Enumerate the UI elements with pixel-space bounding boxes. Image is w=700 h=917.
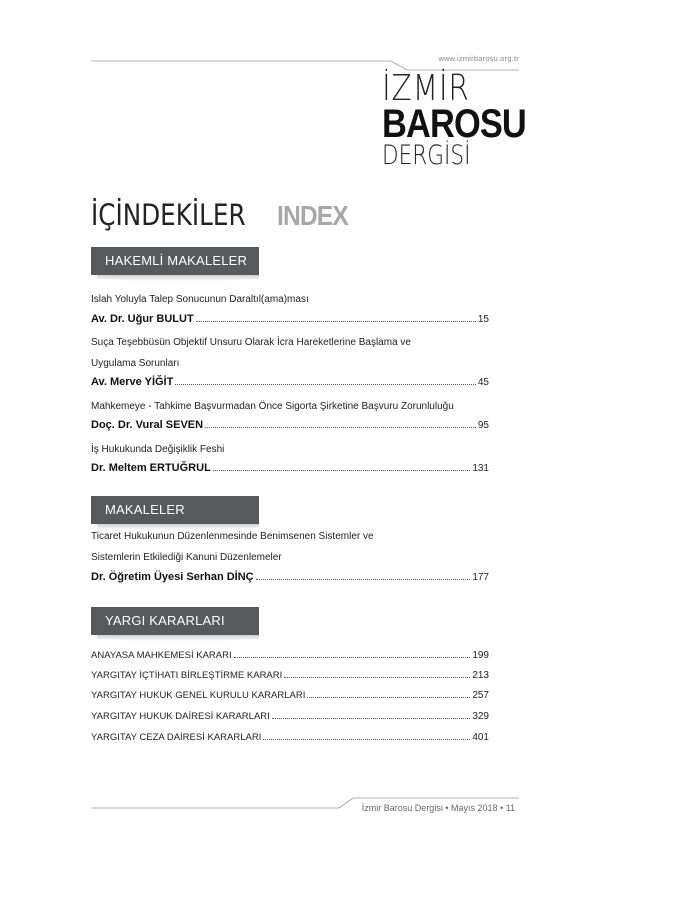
dot-leader bbox=[196, 321, 476, 322]
decision-category: YARGITAY HUKUK GENEL KURULU KARARLARI bbox=[91, 690, 306, 701]
article-author: Dr. Öğretim Üyesi Serhan DİNÇ bbox=[91, 571, 254, 583]
article-author: Av. Dr. Uğur BULUT bbox=[91, 313, 194, 325]
page-number: 95 bbox=[477, 420, 489, 431]
article-author: Dr. Meltem ERTUĞRUL bbox=[91, 462, 211, 474]
toc-entry[interactable] bbox=[91, 309, 489, 325]
page-number: 199 bbox=[472, 650, 489, 661]
toc-heading bbox=[91, 198, 348, 232]
dot-leader bbox=[272, 718, 471, 719]
dot-leader bbox=[205, 427, 476, 428]
dot-leader bbox=[175, 384, 476, 385]
article-title: İş Hukukunda Değişiklik Feshi bbox=[91, 444, 225, 455]
toc-entry[interactable] bbox=[91, 706, 489, 722]
journal-logo bbox=[382, 68, 526, 171]
page-number: 329 bbox=[472, 711, 489, 722]
toc-entry[interactable] bbox=[91, 645, 489, 661]
article-title-continued: Uygulama Sorunları bbox=[91, 358, 180, 369]
toc-entry[interactable] bbox=[91, 372, 489, 388]
decision-category: YARGITAY CEZA DAİRESİ KARARLARI bbox=[91, 732, 262, 743]
decision-category: ANAYASA MAHKEMESİ KARARI bbox=[91, 650, 232, 661]
toc-title-en: INDEX bbox=[277, 200, 348, 231]
logo-line-dergisi: DERGİSİ bbox=[382, 140, 471, 171]
logo-line-barosu: BAROSU bbox=[382, 102, 526, 146]
article-author: Av. Merve YİĞİT bbox=[91, 376, 174, 388]
page-number: 45 bbox=[477, 377, 489, 388]
page-number: 177 bbox=[472, 572, 489, 583]
toc-entry[interactable] bbox=[91, 727, 489, 743]
article-title: Ticaret Hukukunun Düzenlenmesinde Benimsenen Sistemler ve bbox=[91, 531, 374, 542]
section-tab-hakemli-makaleler: HAKEMLİ MAKALELER bbox=[91, 247, 259, 275]
page-number: 213 bbox=[472, 670, 489, 681]
page-number: 131 bbox=[472, 463, 489, 474]
page-footer: İzmir Barosu Dergisi • Mayıs 2018 • 11 bbox=[361, 803, 515, 813]
article-title-continued: Sistemlerin Etkilediği Kanuni Düzenlemeler bbox=[91, 552, 282, 563]
toc-entry[interactable] bbox=[91, 685, 489, 701]
section-tab-makaleler: MAKALELER bbox=[91, 496, 259, 524]
dot-leader bbox=[256, 579, 471, 580]
article-author: Doç. Dr. Vural SEVEN bbox=[91, 419, 204, 431]
toc-entry[interactable] bbox=[91, 665, 489, 681]
decision-category: YARGITAY HUKUK DAİRESİ KARARLARI bbox=[91, 711, 270, 722]
dot-leader bbox=[263, 739, 470, 740]
article-title: Mahkemeye - Tahkime Başvurmadan Önce Sigorta Şirketine Başvuru Zorunluluğu bbox=[91, 401, 454, 412]
decision-category: YARGITAY İÇTİHATI BİRLEŞTİRME KARARI bbox=[91, 670, 283, 681]
dot-leader bbox=[307, 697, 470, 698]
site-url[interactable]: www.izmirbarosu.org.tr bbox=[438, 54, 519, 63]
dot-leader bbox=[213, 470, 471, 471]
toc-entry[interactable] bbox=[91, 458, 489, 474]
dot-leader bbox=[284, 677, 470, 678]
page-number: 401 bbox=[472, 732, 489, 743]
toc-title-tr: İÇİNDEKİLER bbox=[91, 198, 246, 232]
article-title: Islah Yoluyla Talep Sonucunun Daraltıl(ama)ması bbox=[91, 294, 309, 305]
article-title: Suça Teşebbüsün Objektif Unsuru Olarak İcra Hareketlerine Başlama ve bbox=[91, 337, 411, 348]
page-number: 15 bbox=[477, 314, 489, 325]
toc-entry[interactable] bbox=[91, 415, 489, 431]
toc-entry[interactable] bbox=[91, 567, 489, 583]
logo-line-izmir: İZMİR bbox=[382, 68, 470, 109]
page-number: 257 bbox=[472, 690, 489, 701]
section-tab-yargi-kararlari: YARGI KARARLARI bbox=[91, 607, 259, 635]
dot-leader bbox=[234, 657, 471, 658]
